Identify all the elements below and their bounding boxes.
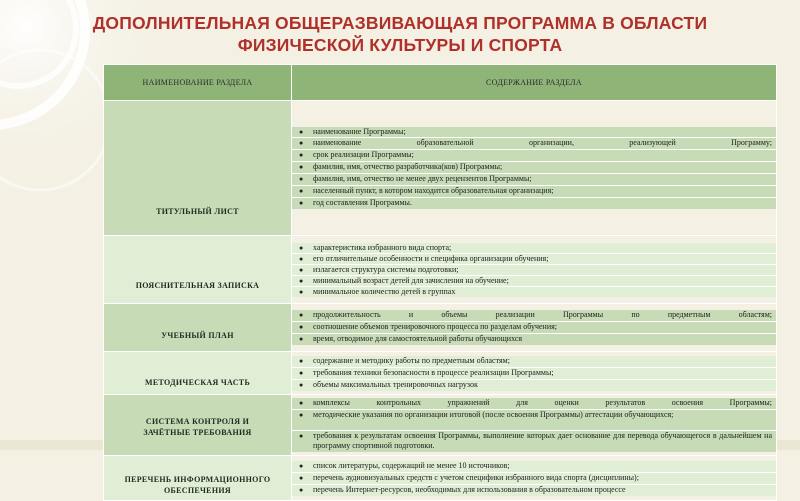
list-item: ● список литературы, содержащий не менее 10 источников; (292, 461, 776, 473)
section-name-text: ПОЯСНИТЕЛЬНАЯ ЗАПИСКА (135, 281, 260, 290)
list-item: ● населенный пункт, в котором находится образовательная организация; (292, 186, 776, 198)
bullet-icon: ● (299, 187, 304, 195)
list-item: ● фамилия, имя, отчество не менее двух рецензентов Программы; (292, 174, 776, 186)
section-content-control-system (292, 395, 777, 456)
bullet-icon: ● (299, 163, 304, 171)
bullet-icon: ● (299, 254, 304, 263)
list-item: ● содержание и методику работы по предметным областям; (292, 356, 776, 368)
section-name-curriculum (104, 304, 292, 352)
list-item: ● продолжительность и объемы реализации Программы по предметным областям; (292, 310, 776, 322)
bullet-icon: ● (299, 151, 304, 159)
section-name-information-support (104, 456, 292, 501)
list-item: ● срок реализации Программы; (292, 150, 776, 162)
list-item: ● год составления Программы. (292, 198, 776, 209)
list-item: ● объемы максимальных тренировочных нагрузок (292, 380, 776, 391)
program-structure-table (103, 64, 777, 501)
list-item: ● требования техники безопасности в процессе реализации Программы; (292, 368, 776, 380)
section-name-text: ТИТУЛЬНЫЙ ЛИСТ (156, 207, 239, 216)
table-row-curriculum (104, 304, 777, 352)
section-name-explanatory-note (104, 236, 292, 304)
bullet-icon: ● (299, 287, 304, 296)
list-item: ● минимальный возраст детей для зачисления на обучение; (292, 276, 776, 287)
list-item: ● наименование образовательной организации, реализующей Программу; (292, 138, 776, 150)
list-item: ● его отличительные особенности и специфика организации обучения; (292, 254, 776, 265)
list-item: ● наименование Программы; (292, 127, 776, 138)
bullet-icon: ● (299, 335, 304, 343)
list-item: ● требования к результатам освоения Программы, выполнение которых дает основание для перевода обучающегося в дальнейшем на программу спортивной подготовки. (292, 431, 776, 452)
header-section-content: СОДЕРЖАНИЕ РАЗДЕЛА (292, 65, 777, 101)
list-item: ● излагается структура системы подготовки; (292, 265, 776, 276)
bullet-icon: ● (299, 411, 304, 419)
table-row-explanatory-note (104, 236, 777, 304)
bullet-icon: ● (299, 380, 304, 389)
list-item: ● комплексы контрольных упражнений для оценки результатов освоения Программы; (292, 398, 776, 410)
section-name-text: ПЕРЕЧЕНЬ ИНФОРМАЦИОННОГО (124, 475, 271, 484)
list-item: ● методические указания по организации итоговой (после освоения Программы) аттестации обучающихся; (292, 410, 776, 431)
bullet-icon: ● (299, 461, 304, 470)
section-name-text: МЕТОДИЧЕСКАЯ ЧАСТЬ (144, 378, 251, 387)
bullet-icon: ● (299, 265, 304, 274)
list-item: ● перечень аудиовизуальных средств с учетом специфики избранного вида спорта (дисциплины); (292, 473, 776, 485)
section-name-text: ОБЕСПЕЧЕНИЯ (164, 486, 231, 495)
section-content-information-support (292, 456, 777, 501)
list-item: ● фамилия, имя, отчество разработчика(ков) Программы; (292, 162, 776, 174)
list-item: ● характеристика избранного вида спорта; (292, 243, 776, 254)
bullet-icon: ● (299, 368, 304, 377)
bullet-icon: ● (299, 311, 304, 319)
bullet-icon: ● (299, 485, 304, 494)
table-header-row (104, 65, 777, 101)
list-item: ● соотношение объемов тренировочного процесса по разделам обучения; (292, 322, 776, 334)
section-name-text: СИСТЕМА КОНТРОЛЯ И (145, 417, 250, 426)
table-row-information-support (104, 456, 777, 501)
bullet-icon: ● (299, 175, 304, 183)
list-item: ● перечень Интернет-ресурсов, необходимых для использования в образовательном процессе (292, 485, 776, 496)
bullet-icon: ● (299, 399, 304, 407)
section-name-title-page (104, 101, 292, 236)
section-name-text: УЧЕБНЫЙ ПЛАН (161, 331, 234, 340)
list-item: ● время, отводимое для самостоятельной работы обучающихся (292, 334, 776, 345)
section-content-explanatory-note (292, 236, 777, 304)
bullet-icon: ● (299, 199, 304, 207)
bullet-icon: ● (299, 356, 304, 365)
section-content-curriculum (292, 304, 777, 352)
table-row-control-system (104, 395, 777, 456)
list-item: ● минимальное количество детей в группах (292, 287, 776, 297)
section-name-methodical-part (104, 352, 292, 395)
bullet-icon: ● (299, 128, 304, 136)
bullet-icon: ● (299, 243, 304, 252)
table-row-title-page (104, 101, 777, 236)
section-content-title-page (292, 101, 777, 236)
bullet-icon: ● (299, 473, 304, 482)
table-row-methodical-part (104, 352, 777, 395)
section-content-methodical-part (292, 352, 777, 395)
bullet-icon: ● (299, 276, 304, 285)
section-name-text: ЗАЧЁТНЫЕ ТРЕБОВАНИЯ (143, 428, 252, 437)
header-section-name: НАИМЕНОВАНИЕ РАЗДЕЛА (104, 65, 292, 101)
page-title: ДОПОЛНИТЕЛЬНАЯ ОБЩЕРАЗВИВАЮЩАЯ ПРОГРАММА В ОБЛАСТИ ФИЗИЧЕСКОЙ КУЛЬТУРЫ И СПОРТА (92, 13, 708, 55)
bullet-icon: ● (299, 323, 304, 331)
bullet-icon: ● (299, 432, 304, 440)
section-name-control-system (104, 395, 292, 456)
bullet-icon: ● (299, 139, 304, 147)
